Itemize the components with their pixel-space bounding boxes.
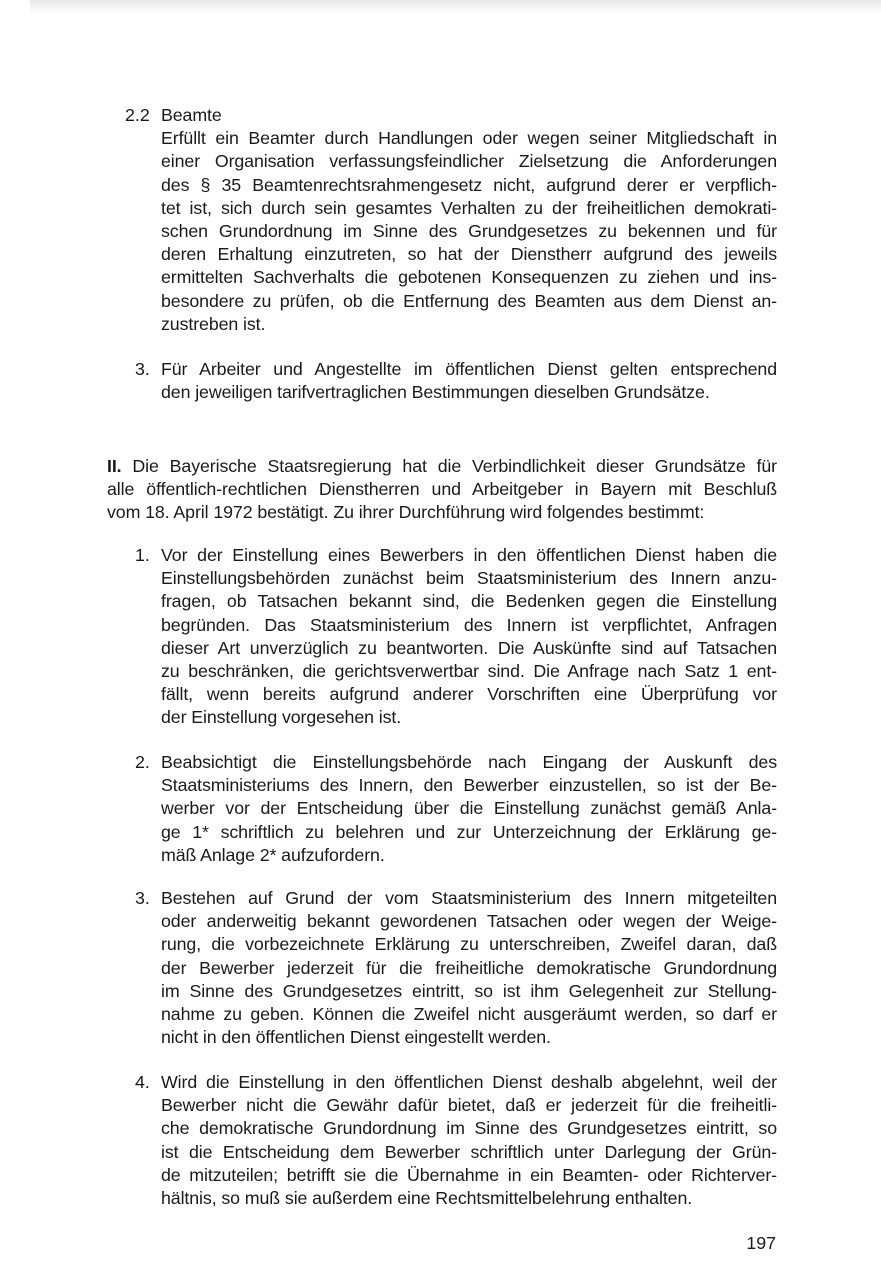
section-2-2-text [161,104,777,336]
text-line: fällt, wenn bereits aufgrund anderer Vorschriften eine Überprüfung vor [161,684,777,705]
section-number-2-2: 2.2 [125,105,150,125]
section-number-3: 3. [135,359,150,379]
text-line [107,455,777,478]
item-number-2: 2. [135,752,150,772]
text-line: fragen, ob Tatsachen bekannt sind, die Bedenken gegen die Einstellung [161,591,777,612]
text-line: Bestehen auf Grund der vom Staatsministerium des Innern mitgeteilten [161,888,777,908]
item-number-3: 3. [135,888,150,908]
text-line: mäß Anlage 2* aufzufordern. [161,844,385,865]
text-line: im Sinne des Grundgesetzes eintritt, so ist ihm Gelegenheit zur Stellung- [161,980,777,1001]
text-line: der Bewerber jederzeit für die freiheitliche demokratische Grundordnung [161,957,777,978]
item-number-1: 1. [135,545,150,565]
section-3-text [161,358,777,404]
text-line: alle öffentlich-rechtlichen Dienstherren und Arbeitgeber in Bayern mit Beschluß [107,479,777,500]
item-4-text [161,1071,777,1210]
text-line: Einstellungsbehörden zunächst beim Staatsministerium des Innern anzu- [161,568,777,589]
text-line: de mitzuteilen; betrifft sie die Übernahme in ein Beamten- oder Richterver- [161,1164,777,1185]
text-line: rung, die vorbezeichnete Erklärung zu unterschreiben, Zweifel daran, daß [161,934,777,955]
item-2-text [161,751,777,867]
text-line: schen Grundordnung im Sinne des Grundgesetzes zu bekennen und für [161,221,777,242]
text-line: werber vor der Entscheidung über die Einstellung zunächst gemäß Anla- [161,798,777,819]
text-line: Für Arbeiter und Angestellte im öffentlichen Dienst gelten entsprechend [161,359,777,379]
text-line: den jeweiligen tarifvertraglichen Bestimmungen dieselben Grundsätze. [161,382,710,403]
text-line: Vor der Einstellung eines Bewerbers in den öffentlichen Dienst haben die [161,545,777,565]
text-line: einer Organisation verfassungsfeindlicher Zielsetzung die Anforderungen [161,151,777,172]
text-line: zustreben ist. [161,313,266,334]
text-line: nahme zu geben. Können die Zweifel nicht ausgeräumt werden, so darf er [161,1004,777,1025]
text-line: begründen. Das Staatsministerium des Innern ist verpflichtet, Anfragen [161,614,777,635]
text-line: Bewerber nicht die Gewähr dafür bietet, daß er jederzeit für die freiheitli- [161,1095,777,1116]
text-line: oder anderweitig bekannt gewordenen Tatsachen oder wegen der Weige- [161,911,777,932]
part-ii-line: Die Bayerische Staatsregierung hat die Verbindlichkeit dieser Grundsätze für [132,456,777,476]
text-line: che demokratische Grundordnung im Sinne des Grundgesetzes eintritt, so [161,1118,777,1139]
item-3-text [161,887,777,1049]
text-line: Beabsichtigt die Einstellungsbehörde nach Eingang der Auskunft des [161,752,777,772]
text-line: ermittelten Sachverhalts die gebotenen Konsequenzen zu ziehen und ins- [161,267,777,288]
text-line: vom 18. April 1972 bestätigt. Zu ihrer Durchführung wird folgendes bestimmt: [107,502,705,523]
text-line: dieser Art unverzüglich zu beantworten. Die Auskünfte sind auf Tatsachen [161,637,777,658]
text-line: des § 35 Beamtenrechtsrahmengesetz nicht, aufgrund derer er verpflich- [161,174,777,195]
text-line: ge 1* schriftlich zu belehren und zur Unterzeichnung der Erklärung ge- [161,821,777,842]
text-line: Staatsministeriums des Innern, den Bewerber einzustellen, so ist der Be- [161,775,777,796]
text-line: besondere zu prüfen, ob die Entfernung des Beamten aus dem Dienst an- [161,290,777,311]
text-line: der Einstellung vorgesehen ist. [161,707,402,728]
text-line: ist die Entscheidung dem Bewerber schriftlich unter Darlegung der Grün- [161,1141,777,1162]
part-ii-number: II. [107,456,122,476]
text-line: hältnis, so muß sie außerdem eine Rechtsmittelbelehrung enthalten. [161,1188,693,1209]
item-number-4: 4. [135,1072,150,1092]
text-line: tet ist, sich durch sein gesamtes Verhalten zu der freiheitlichen demokrati- [161,197,777,218]
text-line: zu beschränken, die gerichtsverwertbar sind. Die Anfrage nach Satz 1 ent- [161,661,777,682]
section-heading: Beamte [161,105,222,125]
text-line: deren Erhaltung einzutreten, so hat der Dienstherr aufgrund des jeweils [161,244,777,265]
part-ii-intro [107,455,777,525]
item-1-text [161,544,777,730]
text-line: Erfüllt ein Beamter durch Handlungen oder wegen seiner Mitgliedschaft in [161,128,777,149]
text-line: Wird die Einstellung in den öffentlichen Dienst deshalb abgelehnt, weil der [161,1072,777,1092]
text-line: nicht in den öffentlichen Dienst eingestellt werden. [161,1027,551,1048]
page-number: 197 [746,1233,776,1253]
